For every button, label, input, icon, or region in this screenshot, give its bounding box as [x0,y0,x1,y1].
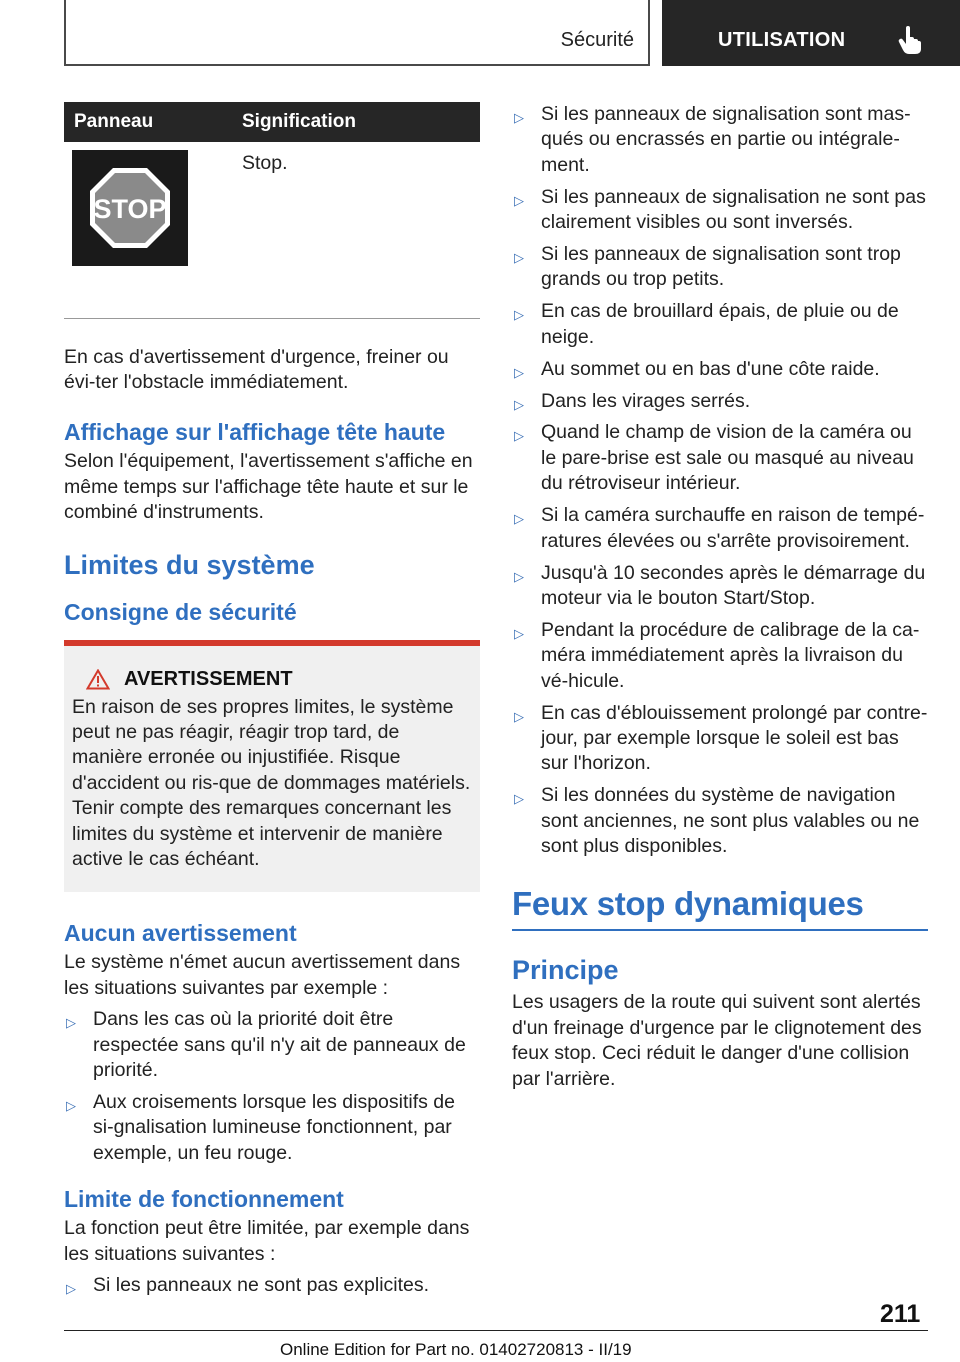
heading-dynamic-brake-lights: Feux stop dynamiques [512,885,928,931]
list-item: ▷ Dans les cas où la priorité doit être respectée sans qu'il n'y ait de panneaux de priorité. [66,1008,466,1081]
arrow-bullet-icon: ▷ [514,250,524,266]
list-item: ▷ En cas de brouillard épais, de pluie ou de neige. [514,300,899,348]
list-item: ▷ Dans les virages serrés. [512,389,928,414]
heading-function-limit: Limite de fonctionnement [64,1186,344,1213]
list-item: ▷ Aux croisements lorsque les dispositifs de si-gnalisation lumineuse fonctionnent, par exemple, un feu rouge. [66,1090,455,1164]
list-item: ▷ Si la caméra surchauffe en raison de tempé-ratures élevées ou s'arrête provisoirement. [514,504,925,552]
arrow-bullet-icon: ▷ [514,791,524,807]
list-item: ▷ En cas d'éblouissement prolongé par contre-jour, par exemple lorsque le soleil est bas sur l'horizon. [514,701,928,775]
footer-divider [64,1330,928,1331]
function-limit-list-continued [512,102,928,859]
warning-text: En raison de ses propres limites, le système peut ne pas réagir, réagir trop tard, de manière erronée ou injustifiée. Risque d'accident ou ris-que de dommages matériels. Tenir compte des remarques concernant les limites du système et intervenir de manière active le cas échéant. [72,695,471,870]
header-section-box [64,0,650,66]
warning-box [64,640,480,893]
arrow-bullet-icon: ▷ [514,625,524,641]
list-item: ▷ Si les panneaux ne sont pas explicites. [64,1273,480,1298]
pointing-hand-icon [898,26,922,54]
arrow-bullet-icon: ▷ [514,192,524,208]
heading-hud: Affichage sur l'affichage tête haute [64,419,446,446]
emergency-paragraph: En cas d'avertissement d'urgence, freiner ou évi-ter l'obstacle immédiatement. [64,345,449,393]
arrow-bullet-icon: ▷ [66,1280,76,1296]
hud-paragraph: Selon l'équipement, l'avertissement s'affiche en même temps sur l'affichage tête haute et sur le combiné d'instruments. [64,450,473,524]
list-item: ▷ Si les panneaux de signalisation sont mas-qués ou encrassés en partie ou intégrale-ment. [514,103,911,176]
left-column [64,102,480,1305]
arrow-bullet-icon: ▷ [514,568,524,584]
warning-triangle-icon [86,669,110,690]
no-warning-paragraph: Le système n'émet aucun avertissement dans les situations suivantes par exemple : [64,951,461,999]
stop-sign-image [72,150,188,266]
no-warning-list [64,1007,480,1166]
arrow-bullet-icon: ▷ [514,110,524,125]
heading-no-warning: Aucun avertissement [64,920,297,947]
heading-principle: Principe [512,955,619,986]
sign-table [64,102,480,319]
arrow-bullet-icon: ▷ [514,396,524,412]
arrow-bullet-icon: ▷ [514,428,524,444]
section-title: Sécurité [560,29,634,51]
stop-sign-text: STOP [93,194,167,224]
arrow-bullet-icon: ▷ [514,364,524,380]
list-item: ▷ Si les données du système de navigation sont anciennes, ne sont plus valables ou ne sont plus disponibles. [514,784,920,858]
header-chapter-box [662,0,960,66]
principle-paragraph: Les usagers de la route qui suivent sont alertés d'un freinage d'urgence par le clignotement des feux stop. Ceci réduit le danger d'une collision par l'arrière. [512,991,922,1090]
function-limit-list [64,1273,480,1298]
warning-title-text: AVERTISSEMENT [124,667,293,690]
stop-sign-icon [88,166,172,250]
list-item: ▷ Si les panneaux de signalisation ne sont pas clairement visibles ou sont inversés. [514,185,926,234]
list-item: ▷ Si les panneaux de signalisation sont trop grands ou trop petits. [514,243,901,291]
page-number: 211 [880,1300,921,1328]
sign-meaning: Stop. [228,142,480,318]
table-row [64,142,480,318]
chapter-title: UTILISATION [718,29,846,51]
list-item: ▷ Jusqu'à 10 secondes après le démarrage du moteur via le bouton Start/Stop. [514,561,926,609]
arrow-bullet-icon: ▷ [66,1015,76,1031]
right-column [512,102,928,1092]
warning-title [86,668,472,691]
function-limit-paragraph: La fonction peut être limitée, par exemple dans les situations suivantes : [64,1217,470,1265]
table-header-signification: Signification [228,102,480,142]
heading-limits: Limites du système [64,549,315,580]
footer-edition: Online Edition for Part no. 01402720813 - II/19 [280,1340,632,1359]
arrow-bullet-icon: ▷ [514,708,524,724]
arrow-bullet-icon: ▷ [514,511,524,527]
table-header-panneau: Panneau [64,102,228,142]
arrow-bullet-icon: ▷ [514,307,524,323]
heading-safety: Consigne de sécurité [64,598,297,625]
list-item: ▷ Quand le champ de vision de la caméra ou le pare-brise est sale ou masqué au niveau du rétroviseur intérieur. [514,421,914,495]
list-item: ▷ Pendant la procédure de calibrage de la ca-méra immédiatement après la livraison du vé-hicule. [514,618,920,692]
arrow-bullet-icon: ▷ [66,1097,76,1113]
list-item: ▷ Au sommet ou en bas d'une côte raide. [512,357,928,382]
